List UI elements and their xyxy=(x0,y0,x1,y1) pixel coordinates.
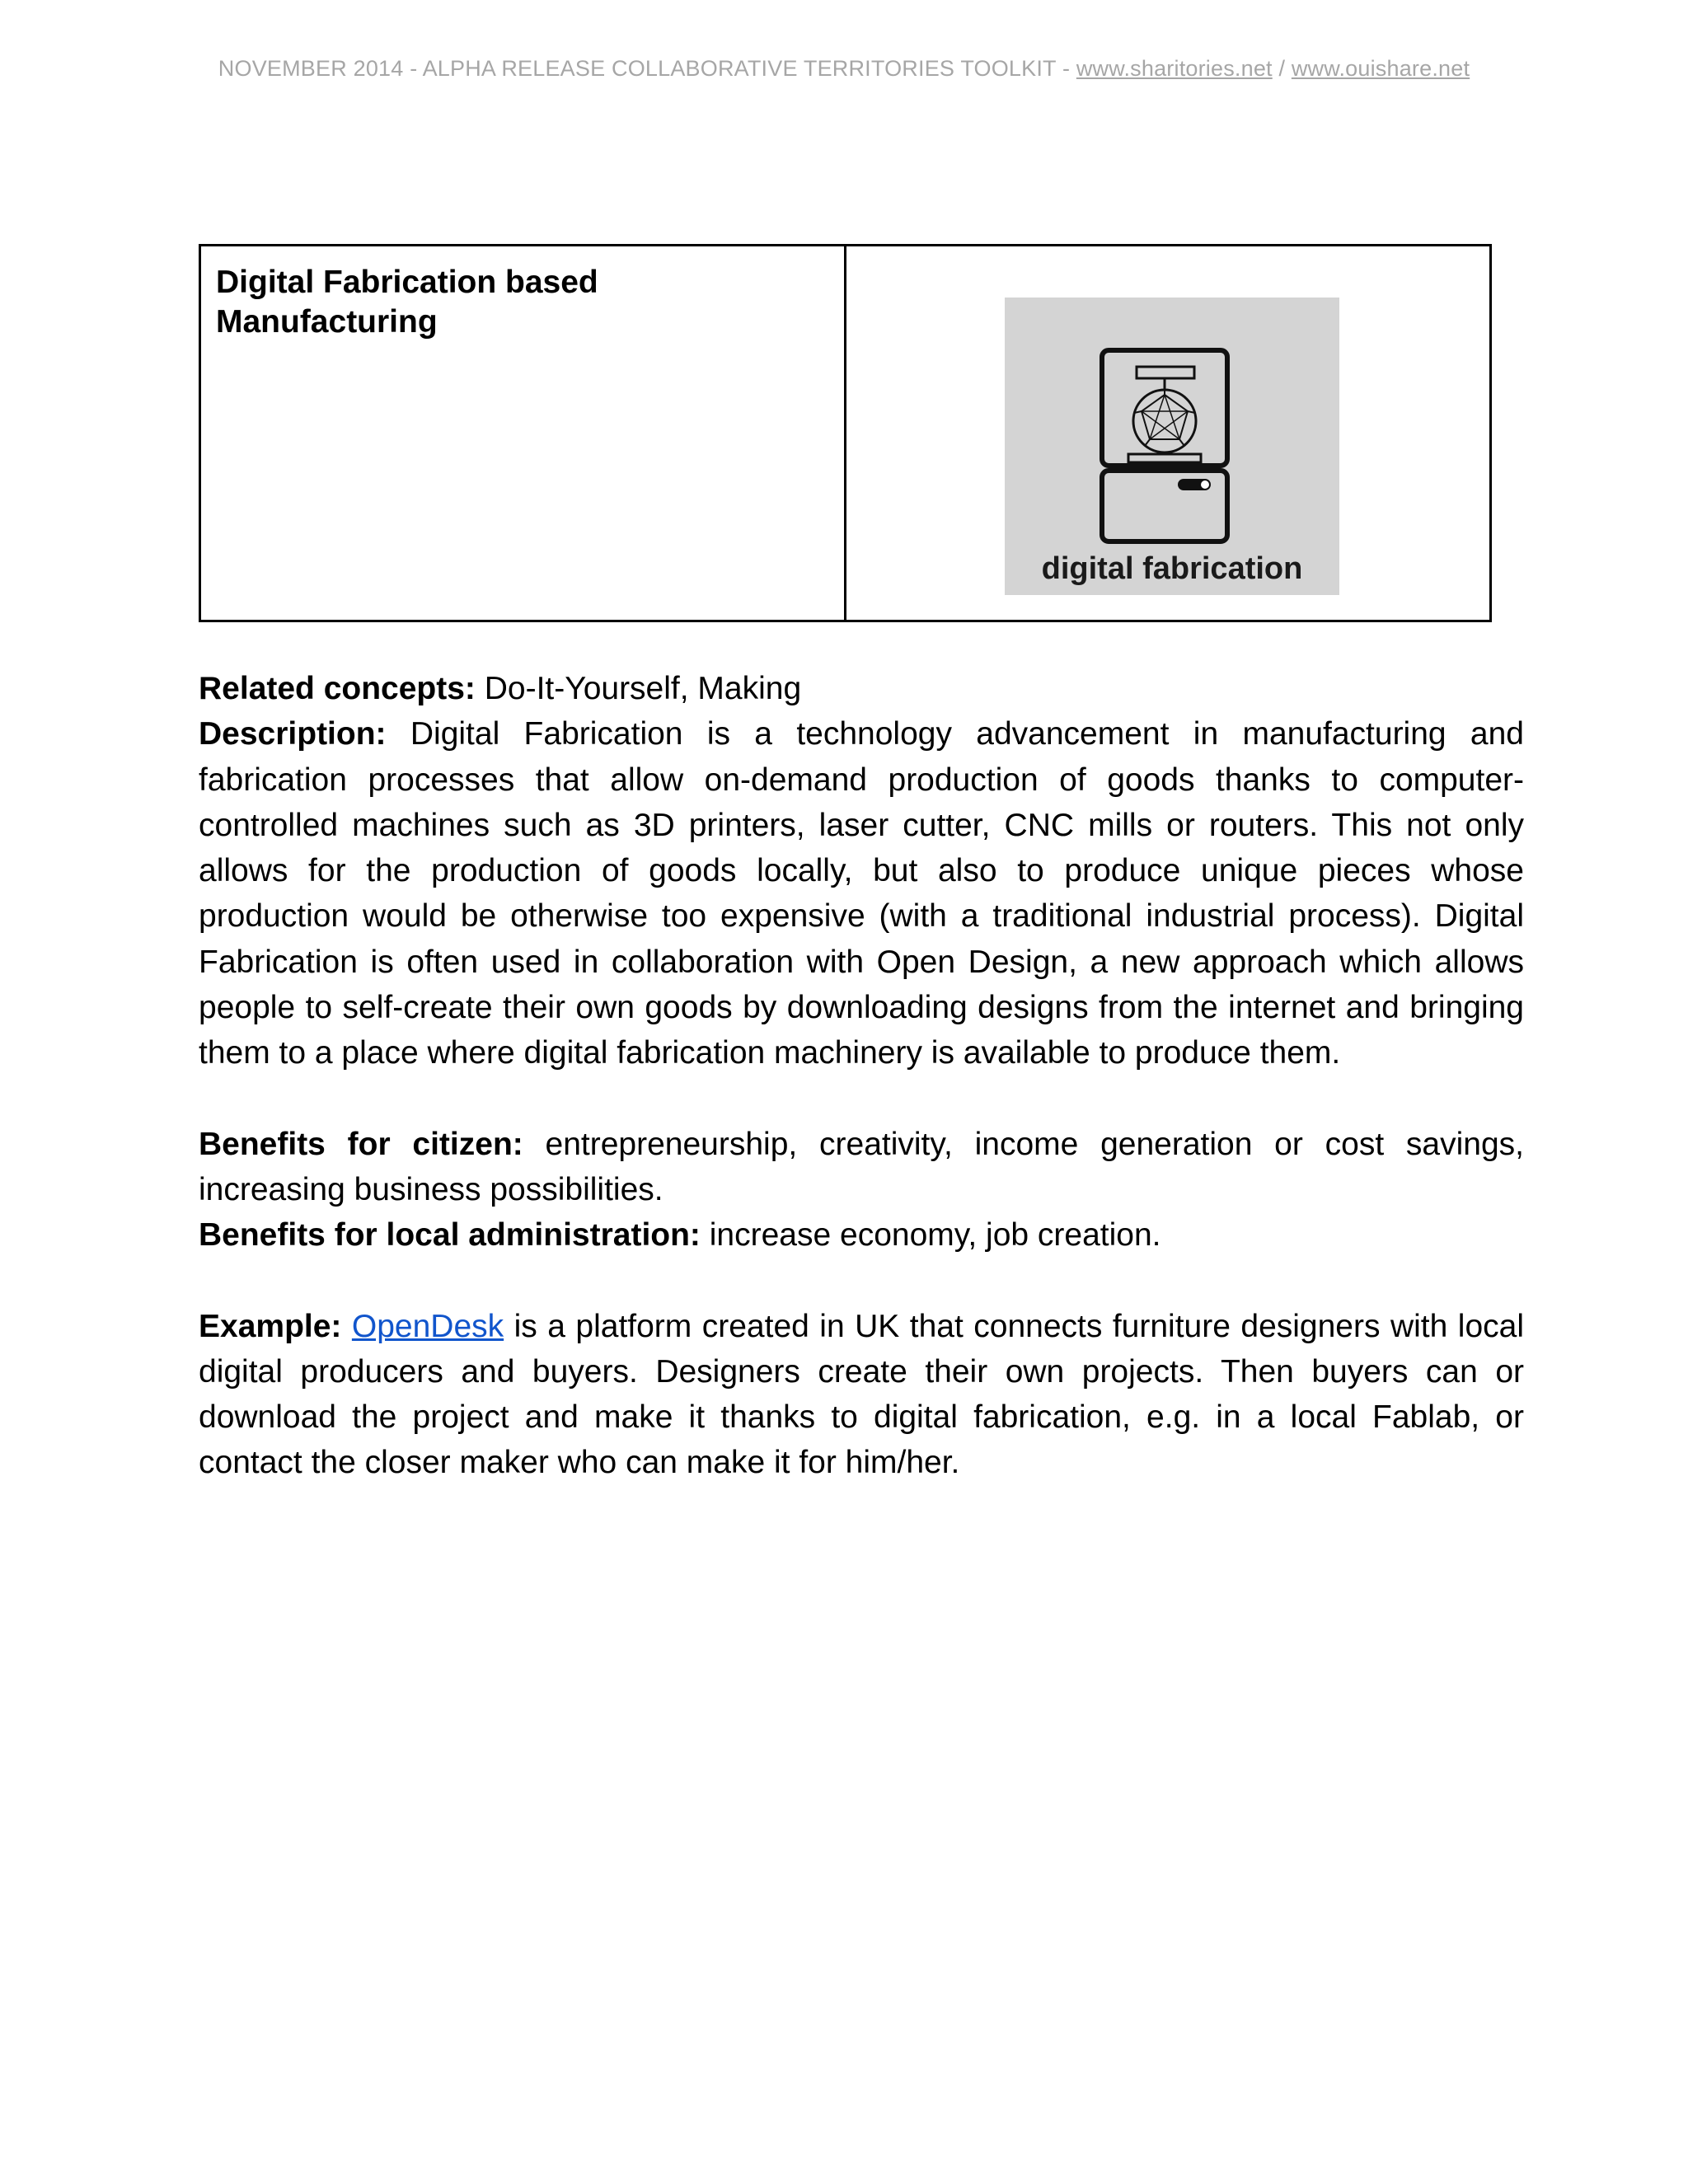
concept-title-cell xyxy=(201,246,846,620)
concept-icon-image xyxy=(1005,298,1339,595)
example xyxy=(199,1304,1524,1486)
description-text: Digital Fabrication is a technology advancement in manufacturing and fabrication processes that allow on-demand production of goods thanks to computer-controlled machines such as 3D printers, laser cutter, CNC mills or routers. This not only allows for the production of goods locally, but also to produce unique pieces whose production would be otherwise too expensive (with a traditional industrial process). Digital Fabrication is often used in collaboration with Open Design, a new approach which allows people to self-create their own goods by downloading designs from the internet and bringing them to a place where digital fabrication machinery is available to produce them. xyxy=(199,716,1524,1071)
spacer xyxy=(199,1076,1524,1122)
opendesk-link[interactable]: OpenDesk xyxy=(351,1308,504,1344)
ouishare-link[interactable]: www.ouishare.net xyxy=(1291,56,1470,81)
benefits-admin-label: Benefits for local administration: xyxy=(199,1217,701,1254)
benefits-admin xyxy=(199,1212,1524,1258)
benefits-citizen xyxy=(199,1122,1524,1213)
related-concepts xyxy=(199,666,1524,711)
header-separator: / xyxy=(1272,56,1292,81)
benefits-admin-text: increase economy, job creation. xyxy=(700,1217,1161,1254)
header-text: NOVEMBER 2014 - ALPHA RELEASE COLLABORATIVE TERRITORIES TOOLKIT - xyxy=(218,56,1076,81)
description xyxy=(199,711,1524,1076)
concept-title: Digital Fabrication based Manufacturing xyxy=(216,265,598,340)
icon-caption: digital fabrication xyxy=(1041,551,1303,586)
related-label: Related concepts: xyxy=(199,671,476,706)
spacer xyxy=(199,1258,1524,1304)
sharitories-link[interactable]: www.sharitories.net xyxy=(1076,56,1273,81)
concept-table xyxy=(199,244,1492,622)
benefits-citizen-label: Benefits for citizen: xyxy=(199,1126,523,1162)
page-header xyxy=(0,56,1688,82)
related-text: Do-It-Yourself, Making xyxy=(475,671,802,706)
content-body xyxy=(199,666,1524,1486)
3d-printer-icon xyxy=(1005,298,1339,595)
example-text: is a platform created in UK that connects furniture designers with local digital producers and buyers. Designers create their own projects. Then buyers can or download the project and make it thanks to digital fabrication, e.g. in a local Fablab, or contact the closer maker who can make it for him/her. xyxy=(199,1308,1524,1481)
description-label: Description: xyxy=(199,716,387,752)
benefits-citizen-text: entrepreneurship, creativity, income generation or cost savings, increasing business possibilities. xyxy=(199,1126,1525,1207)
concept-icon-cell xyxy=(846,246,1489,620)
example-label: Example: xyxy=(199,1308,342,1344)
